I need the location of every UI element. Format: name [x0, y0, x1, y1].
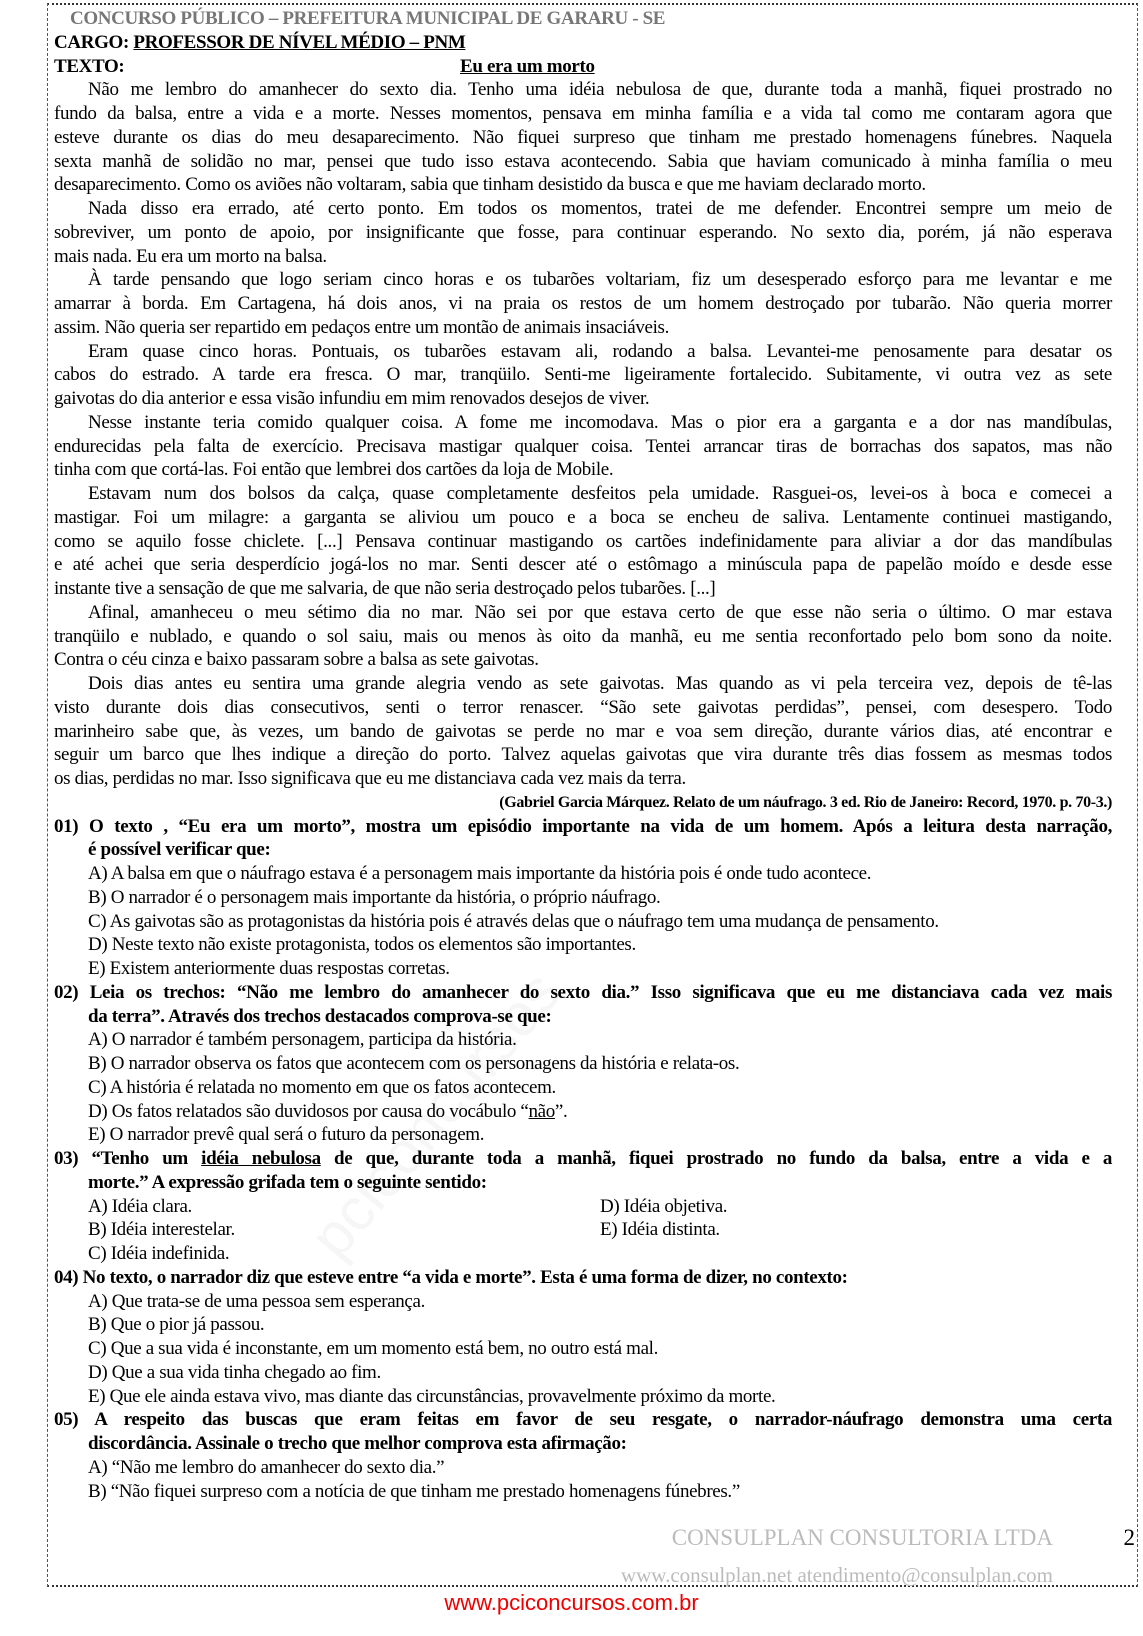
- paragraph-line: desaparecimento. Como os aviões não voltaram, sabia que tinham desistido da busca e que me haviam declarado morto.: [54, 174, 926, 196]
- q3-stem-end: de que, durante toda a manhã, fiquei prostrado no fundo da balsa, entre a vida e a: [320, 1148, 1112, 1169]
- paragraph: [54, 672, 1112, 791]
- paragraph: [54, 482, 1112, 601]
- q1-option-b[interactable]: B) O narrador é o personagem mais importante da história, o próprio náufrago.: [88, 886, 661, 908]
- paragraph-line: tinha com que cortá-las. Foi então que lembrei dos cartões da loja de Mobile.: [54, 459, 614, 481]
- paragraph-line: visto durante dois dias consecutivos, senti o terror renascer. “São sete gaivotas perdidas”, pensei, com desespero. Todo: [54, 696, 1112, 718]
- q5-stem-line: discordância. Assinale o trecho que melhor comprova esta afirmação:: [88, 1433, 627, 1454]
- paragraph-line: endurecidas pela falta de exercício. Precisava mastigar qualquer coisa. Tentei arrancar tiras de borrachas dos sapatos, mas não: [54, 435, 1112, 457]
- q3-options-row: [54, 1195, 1112, 1219]
- paragraph-line: e até achei que seria desperdício jogá-los no mar. Senti descer até o estômago a minúscula papa de papelão moído e desde esse: [54, 554, 1112, 576]
- paragraph-line: Dois dias antes eu sentira uma grande alegria vendo as sete gaivotas. Mas quando as vi pela terceira vez, depois de tê-las: [88, 673, 1112, 694]
- paragraph-line: Nesse instante teria comido qualquer coisa. A fome me incomodava. Mas o pior era a garganta e a dor nas mandíbulas,: [88, 411, 1112, 433]
- paragraph-line: sexta manhã de solidão no mar, pensei que tudo isso estava acontecendo. Sabia que haviam comunicado à minha família o meu: [54, 150, 1112, 172]
- cargo-value: PROFESSOR DE NÍVEL MÉDIO – PNM: [133, 31, 466, 53]
- paragraph-line: cabos do estrado. A tarde era fresca. O mar, tranqüilo. Senti-me ligeiramente fortalecido. Subitamente, vi outra vez as sete: [54, 364, 1112, 386]
- question-4: [54, 1266, 1112, 1409]
- q4-option-a[interactable]: A) Que trata-se de uma pessoa sem esperança.: [88, 1290, 426, 1312]
- paragraph-line: Afinal, amanheceu o meu sétimo dia no mar. Não sei por que estava certo de que esse não seria o último. O mar estava: [88, 601, 1112, 623]
- paragraph-line: seguir um barco que lhes indique a direção do porto. Talvez aquelas gaivotas que vira durante três dias fossem as mesmas todos: [54, 744, 1112, 766]
- q4-stem-line: 04) No texto, o narrador diz que esteve entre “a vida e morte”. Esta é uma forma de dizer, no contexto:: [54, 1266, 848, 1288]
- question-1: [54, 815, 1112, 981]
- q4-option-b[interactable]: B) Que o pior já passou.: [88, 1314, 265, 1336]
- text-title: Eu era um morto: [460, 55, 595, 77]
- paragraph-line: Eram quase cinco horas. Pontuais, os tubarões estavam ali, rodando a balsa. Levantei-me penosamente para desatar os: [88, 340, 1112, 362]
- page-number: 2: [1123, 1525, 1135, 1550]
- paragraph-line: marinheiro sabe que, às vezes, um bando de gaivotas se perde no mar e voa sem direção, durante vários dias, até encontrar e: [54, 720, 1112, 742]
- q3-option-a[interactable]: A) Idéia clara.: [88, 1195, 192, 1217]
- paragraph-line: sobreviver, um ponto de apoio, por insignificante que fosse, para continuar esperando. No sexto dia, porém, já não esperava: [54, 221, 1112, 243]
- q3-stem-line: morte.” A expressão grifada tem o seguinte sentido:: [88, 1171, 487, 1193]
- paragraph-line: como se aquilo fosse chiclete. [...] Pensava continuar mastigando os cartões indefinidamente para aliviar a dor das mandíbulas: [54, 530, 1112, 552]
- q3-option-c[interactable]: C) Idéia indefinida.: [88, 1243, 230, 1264]
- q2-stem-line: 02) Leia os trechos: “Não me lembro do amanhecer do sexto dia.” Isso significava que eu me distanciava cada vez mais: [54, 981, 1112, 1003]
- paragraph-line: fundo da balsa, entre a vida e a morte. Nesses momentos, pensava em minha família e a vida tal como me contaram agora que: [54, 103, 1112, 124]
- q3-option-d[interactable]: D) Idéia objetiva.: [600, 1195, 728, 1217]
- q2-option-c[interactable]: C) A história é relatada no momento em que os fatos acontecem.: [88, 1076, 556, 1098]
- q2-option-d[interactable]: [54, 1100, 1112, 1124]
- question-5: [54, 1408, 1112, 1503]
- footer-company: CONSULPLAN CONSULTORIA LTDA: [671, 1525, 1053, 1550]
- q2-option-a[interactable]: A) O narrador é também personagem, participa da história.: [88, 1029, 517, 1051]
- citation: (Gabriel Garcia Márquez. Relato de um náufrago. 3 ed. Rio de Janeiro: Record, 1970. p. 70-3.): [499, 793, 1112, 811]
- q1-option-c[interactable]: C) As gaivotas são as protagonistas da história pois é através delas que o náufrago tem uma mudança de pensamento.: [88, 910, 939, 932]
- paragraph: [54, 411, 1112, 482]
- exam-content: [54, 7, 1112, 1503]
- q1-option-e[interactable]: E) Existem anteriormente duas respostas corretas.: [88, 958, 450, 979]
- q4-option-d[interactable]: D) Que a sua vida tinha chegado ao fim.: [88, 1361, 381, 1383]
- paragraph-line: Nada disso era errado, até certo ponto. Em todos os momentos, tratei de me defender. Encontrei sempre um meio de: [88, 198, 1112, 219]
- cargo-line: [54, 31, 1112, 55]
- footer-contact: www.consulplan.net atendimento@consulplan.com: [620, 1563, 1053, 1587]
- q5-option-b[interactable]: B) “Não fiquei surpreso com a notícia de que tinham me prestado homenagens fúnebres.”: [88, 1480, 740, 1502]
- paragraph-line: Estavam num dos bolsos da calça, quase completamente desfeitos pela umidade. Rasguei-os, levei-os à boca e comecei a: [88, 483, 1112, 504]
- q2-option-d-underlined: não: [528, 1100, 555, 1122]
- paragraph-line: mastigar. Foi um milagre: a garganta se aliviou um pouco e a boca se encheu de saliva. Lentamente continuei mastigando,: [54, 506, 1112, 528]
- q5-option-a[interactable]: A) “Não me lembro do amanhecer do sexto dia.”: [88, 1456, 445, 1478]
- cargo-label: CARGO:: [54, 31, 129, 53]
- question-3: [54, 1147, 1112, 1266]
- paragraph-line: Não me lembro do amanhecer do sexto dia. Tenho uma idéia nebulosa de que, durante toda a manhã, fiquei prostrado no: [88, 79, 1112, 101]
- paragraph-line: assim. Não queria ser repartido em pedaços entre um montão de animais insaciáveis.: [54, 316, 669, 338]
- paragraph-line: tranqüilo e nublado, e quando o sol saiu, mais ou menos às oito da manhã, eu me sentia reconfortado pelo bom sono da noite.: [54, 625, 1112, 647]
- q2-option-b[interactable]: B) O narrador observa os fatos que acontecem com os personagens da história e relata-os.: [88, 1053, 740, 1074]
- paragraph-line: amarrar à borda. Em Cartagena, há dois anos, vi na praia os restos de um homem destroçado por tubarão. Não queria morrer: [54, 293, 1112, 314]
- paragraph: [54, 197, 1112, 268]
- paragraph: [54, 340, 1112, 411]
- paragraph-line: os dias, perdidas no mar. Isso significava que eu me distanciava cada vez mais da terra.: [54, 768, 686, 789]
- q2-option-d-text: D) Os fatos relatados são duvidosos por causa do vocábulo “: [88, 1100, 529, 1122]
- paragraph-line: À tarde pensando que logo seriam cinco horas e os tubarões voltariam, fiz um desesperado esforço para me levantar e me: [88, 269, 1112, 291]
- question-2: [54, 981, 1112, 1147]
- paragraph: [54, 601, 1112, 672]
- paragraph: [54, 268, 1112, 339]
- q4-option-e[interactable]: E) Que ele ainda estava vivo, mas diante das circunstâncias, provavelmente próximo da morte.: [88, 1385, 776, 1407]
- paragraph-line: Contra o céu cinza e baixo passaram sobre a balsa as sete gaivotas.: [54, 649, 539, 671]
- texto-line: [54, 55, 1112, 79]
- paragraph-line: instante tive a sensação de que me salvaria, de que não seria destroçado pelos tubarões. [...]: [54, 578, 716, 599]
- body-text: [54, 78, 1112, 791]
- q3-underlined-expression: idéia nebulosa: [201, 1148, 321, 1169]
- q3-stem-line: [54, 1147, 1112, 1171]
- q1-stem-line: 01) O texto , “Eu era um morto”, mostra um episódio importante na vida de um homem. Após a leitura desta narração,: [54, 815, 1112, 837]
- q5-stem-line: 05) A respeito das buscas que eram feitas em favor de seu resgate, o narrador-náufrago demonstra uma certa: [54, 1409, 1112, 1431]
- q2-option-e[interactable]: E) O narrador prevê qual será o futuro da personagem.: [88, 1124, 485, 1146]
- q1-stem-line: é possível verificar que:: [88, 839, 271, 861]
- paragraph-line: mais nada. Eu era um morto na balsa.: [54, 245, 327, 267]
- exam-header: CONCURSO PÚBLICO – PREFEITURA MUNICIPAL DE GARARU - SE: [70, 8, 666, 29]
- q3-stem-start: 03) “Tenho um: [54, 1148, 202, 1169]
- paragraph-line: esteve durante os dias do meu desaparecimento. Não fiquei surpreso que tinham me prestado homenagens fúnebres. Naquela: [54, 126, 1112, 148]
- q3-option-b[interactable]: B) Idéia interestelar.: [88, 1219, 235, 1241]
- q2-stem-line: da terra”. Através dos trechos destacados comprova-se que:: [88, 1005, 552, 1027]
- q1-option-a[interactable]: A) A balsa em que o náufrago estava é a personagem mais importante da história pois é onde tudo acontece.: [88, 863, 872, 884]
- texto-label: TEXTO:: [54, 55, 125, 77]
- paragraph-line: gaivotas do dia anterior e essa visão infundiu em mim renovados desejos de viver.: [54, 388, 650, 409]
- site-link[interactable]: www.pciconcursos.com.br: [444, 1590, 699, 1615]
- q3-options-row: [54, 1218, 1112, 1242]
- q3-option-e[interactable]: E) Idéia distinta.: [600, 1219, 720, 1241]
- q2-option-d-end: ”.: [554, 1100, 568, 1122]
- paragraph: [54, 78, 1112, 197]
- q1-option-d[interactable]: D) Neste texto não existe protagonista, todos os elementos são importantes.: [88, 934, 636, 956]
- q4-option-c[interactable]: C) Que a sua vida é inconstante, em um momento está bem, no outro está mal.: [88, 1338, 658, 1359]
